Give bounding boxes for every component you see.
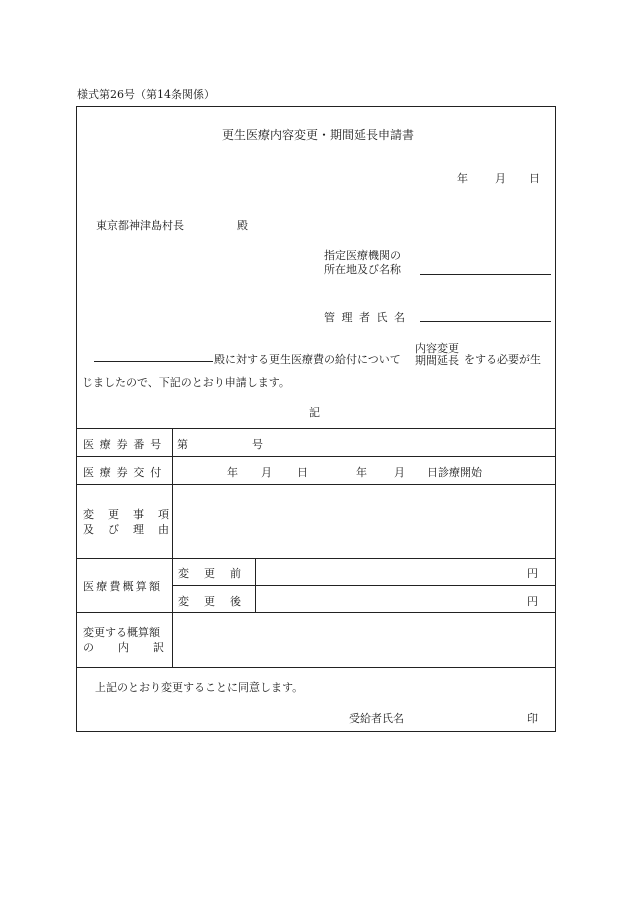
signer-label: 受給者氏名 [349,712,404,725]
body-text-before: 殿に対する更生医療費の給付について [214,353,401,366]
after-yen: 円 [527,595,538,608]
body-text-line2: じましたので、下記のとおり申請します。 [82,376,290,389]
issue-month: 月 [261,466,272,479]
form-number: 様式第26号（第14条関係） [77,88,215,101]
rule-estimate-middle [172,585,555,586]
ki-heading: 記 [309,406,320,419]
issue-year: 年 [227,466,238,479]
rule-ticket-issue-top [77,456,555,457]
change-reason-label [83,507,183,537]
application-form [76,106,556,732]
option-period-extension: 期間延長 [415,354,459,367]
ticket-number-prefix: 第 [177,438,188,451]
before-label: 変更前 [178,567,256,580]
rule-breakdown-top [77,612,555,613]
institution-underline [420,274,551,275]
consent-text: 上記のとおり変更することに同意します。 [95,681,304,694]
institution-label-line2: 所在地及び名称 [324,263,401,276]
institution-label-line1: 指定医療機関の [324,249,401,262]
ticket-number-suffix: 号 [252,438,263,451]
ticket-number-label [83,436,166,452]
breakdown-label [83,625,188,655]
change-type-options [415,343,459,367]
recipient-honorific: 殿 [237,219,248,232]
manager-name-label: 管理者氏名 [324,311,412,324]
after-label: 変更後 [178,595,256,608]
institution-label [324,249,401,277]
recipient-name: 東京都神津島村長 [96,219,184,232]
start-year: 年 [356,466,367,479]
change-reason-line1: 変更事項 [83,508,183,521]
rule-ticket-number-top [77,428,555,429]
ticket-issue-label: 医療券交付 [83,466,167,479]
form-title: 更生医療内容変更・期間延長申請書 [222,128,415,142]
manager-name-underline [420,321,551,322]
date-month: 月 [495,172,506,185]
seal-mark: 印 [527,712,538,725]
option-content-change: 内容変更 [415,342,459,355]
breakdown-line2: の内訳 [83,641,188,654]
rule-consent-top [77,667,555,668]
date-day: 日 [529,172,540,185]
ticket-number-label-text: 医療券番号 [83,438,167,451]
rule-estimate-top [77,558,555,559]
date-year: 年 [457,172,468,185]
rule-change-reason-top [77,484,555,485]
patient-name-underline [94,361,213,362]
breakdown-line1: 変更する概算額 [83,626,160,639]
start-day-text: 日診療開始 [427,466,482,479]
before-yen: 円 [527,567,538,580]
start-month: 月 [394,466,405,479]
change-reason-line2: 及び理由 [83,523,183,536]
estimate-label: 医療費概算額 [83,580,163,593]
body-text-after: をする必要が生 [464,353,541,366]
issue-day: 日 [297,466,308,479]
